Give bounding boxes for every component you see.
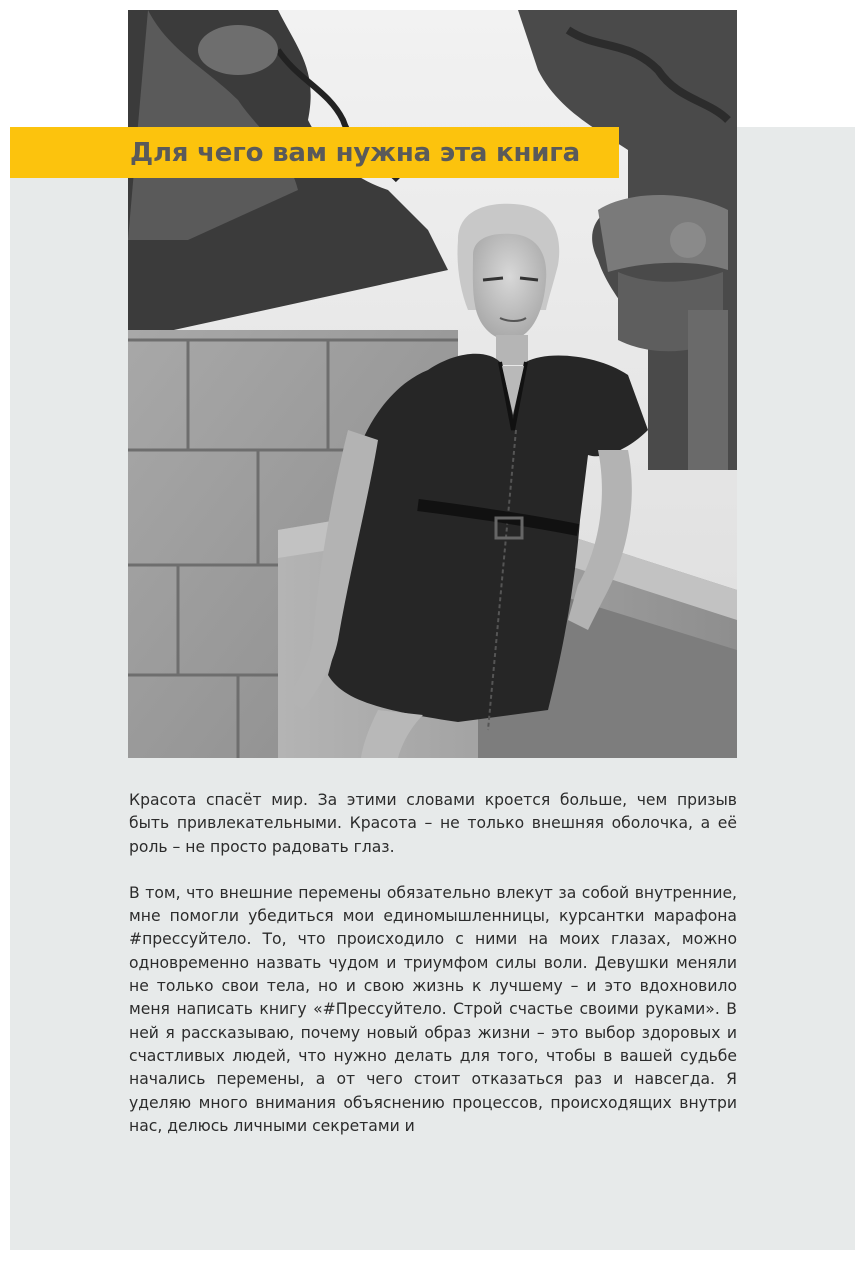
paragraph: Красота спасёт мир. За этими словами кроется больше, чем призыв быть привлекательными. Красота – не только внешняя оболочка, а её роль – не просто радовать глаз. (129, 791, 737, 856)
paragraph: В том, что внешние перемены обязательно влекут за собой внутренние, мне помогли убедиться мои единомышленницы, курсантки марафона #прессуйтело. То, что происходило с ними на моих глазах, можно одновременно назвать чудом и триумфом силы воли. Девушки меняли не только свои тела, но и свою жизнь к лучшему – и это вдохновило меня написать книгу «#Прессуйтело. Строй счастье своими руками». В ней я рассказываю, почему новый образ жизни – это выбор здоровых и счастливых людей, что нужно делать для того, чтобы в вашей судьбе начались перемены, а от чего стоит отказаться раз и навсегда. Я уделяю много внимания объяснению процессов, происходящих внутри нас, делюсь личными секретами и (129, 883, 737, 1135)
page-title: Для чего вам нужна эта книга (130, 138, 581, 168)
woman-in-dark-dress-photo (128, 10, 737, 758)
body-text (129, 789, 737, 1161)
